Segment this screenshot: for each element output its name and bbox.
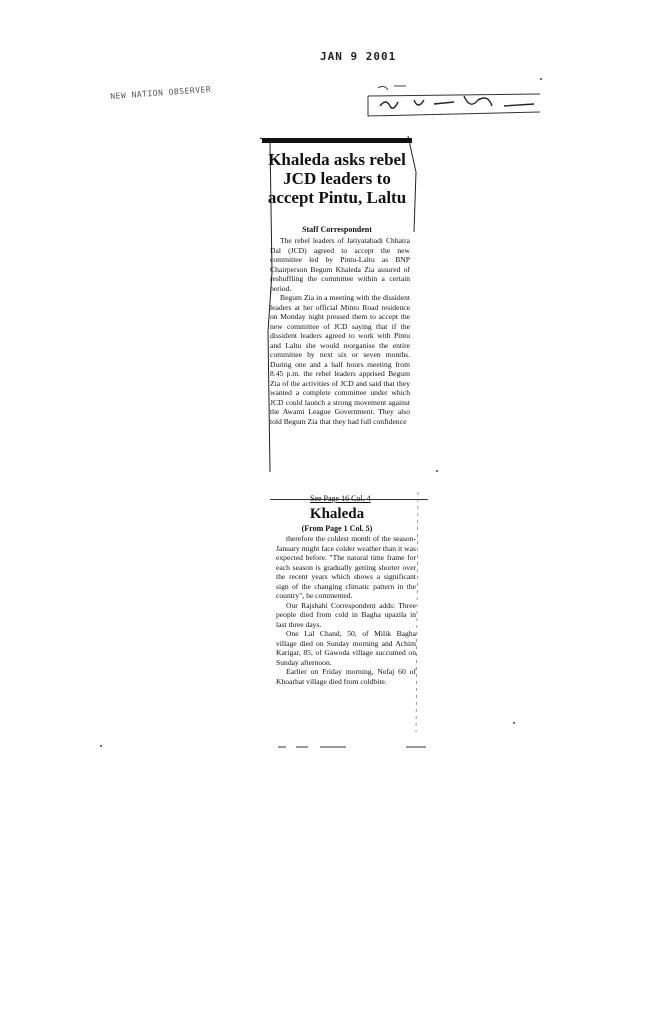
- article-paragraph: Our Rajshahi Correspondent adds: Three people died from cold in Bagha upazila in last three days.: [276, 600, 416, 629]
- scan-speck: [513, 722, 515, 724]
- clipping-bottom-edge: [276, 744, 426, 750]
- article-body: [270, 236, 410, 426]
- continued-subhead: (From Page 1 Col. 5): [301, 524, 373, 533]
- article-paragraph: The rebel leaders of Jatiyatabadi Chhatra Dal (JCD) agreed to accept the new committee led by Pintu-Laltu as BNP Chairperson Begum Khaleda Zia assured of reshuffling the committee within a certain period.: [270, 236, 410, 293]
- handwritten-annotation: [364, 82, 544, 118]
- scan-speck: [100, 745, 102, 747]
- continuation-note: See Page 16 Col. 4: [310, 494, 371, 503]
- article-paragraph: Earlier on Friday morning, Nefaj 60 of Khoarhat village died from coldbite.: [276, 667, 416, 686]
- article-paragraph: therefore the coldest month of the season-January might face colder weather than it was expected before. "The natural time frame for each season is gradually getting shorter over the recent years which shows a significant sign of the changing climatic pattern in the country", he commented.: [276, 534, 416, 600]
- continued-headline: Khaleda: [309, 506, 365, 522]
- headline-rule: [262, 138, 412, 143]
- article-byline: Staff Correspondent: [302, 225, 372, 234]
- continued-body: [276, 534, 416, 686]
- newspaper-source-line: NEW NATION OBSERVER: [110, 84, 212, 101]
- scan-speck: [436, 470, 438, 472]
- article-paragraph: Begum Zia in a meeting with the dissident leaders at her official Minto Road residence on Monday night pressed them to accept the new committee of JCD saying that if the dissident leaders agreed to work with Pintu and Laltu she would reorganise the entire committee by next six or seven months. During one and a half hours meeting from 8.45 p.m. the rebel leaders apprised Begum Zia of the activities of JCD and said that they wanted a complete committee under which JCD could launch a strong movement against the Awami League Government. They also told Begum Zia that they had full confidence: [270, 293, 410, 426]
- article-paragraph: One Lal Chand, 50, of Milik Bagha village died on Sunday morning and Achim Karigar, 85, of Gawoda village succumed on Sunday afternoon.: [276, 629, 416, 667]
- article-headline: Khaleda asks rebel JCD leaders to accept Pintu, Laltu: [267, 150, 407, 207]
- received-date-stamp: JAN 9 2001: [320, 50, 397, 63]
- scan-speck: [540, 78, 542, 80]
